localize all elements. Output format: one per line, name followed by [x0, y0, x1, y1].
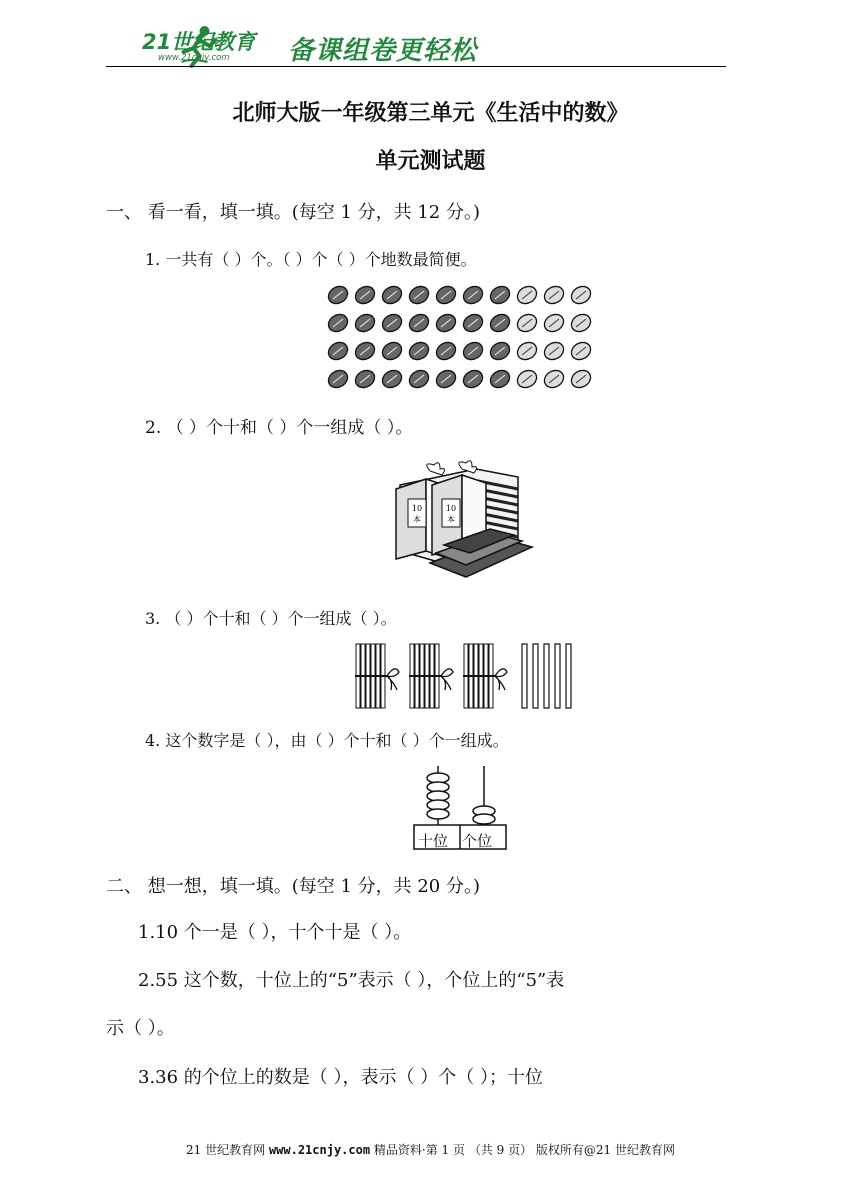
bundle-bow: [387, 669, 399, 690]
bundle-bow: [441, 669, 453, 690]
section-2-heading: 二、 想一想，填一填。(每空 1 分，共 20 分。): [106, 876, 481, 897]
question-1-1: 1. 一共有（ ）个。（ ）个（ ）个地数最简便。: [145, 250, 477, 269]
header-slogan: 备课组卷更轻松: [288, 36, 478, 66]
bundle-bow: [495, 669, 507, 690]
leaves-picture: [326, 283, 596, 396]
footer-site-name: 21 世纪教育网: [186, 1143, 266, 1157]
question-2-2-continued: 示（ ）。: [106, 1018, 175, 1039]
header-divider: [106, 66, 726, 67]
abacus-ones-label: 个位: [462, 832, 493, 850]
books-picture: [386, 455, 536, 585]
page-title: 北师大版一年级第三单元《生活中的数》: [232, 100, 629, 126]
abacus-tens-label: 十位: [418, 832, 449, 850]
question-1-3: 3. （ ）个十和（ ）个一组成（ ）。: [145, 609, 397, 628]
stick-bundles: [355, 644, 507, 708]
page-subtitle: 单元测试题: [375, 148, 486, 174]
book-label-right: 10: [445, 504, 457, 513]
book-label-left: 10: [411, 504, 423, 513]
single-stick: [566, 644, 571, 708]
section-1-heading: 一、 看一看，填一填。(每空 1 分，共 12 分。): [106, 202, 481, 223]
footer-page-info: 精品资料·第 1 页 （共 9 页） 版权所有@21 世纪教育网: [373, 1143, 675, 1157]
sticks-picture: [354, 640, 576, 712]
single-stick: [555, 644, 560, 708]
svg-text:本: 本: [413, 515, 421, 524]
single-stick: [544, 644, 549, 708]
footer-url[interactable]: www.21cnjy.com: [268, 1143, 371, 1157]
page-footer: [0, 1141, 861, 1158]
svg-text:本: 本: [447, 515, 455, 524]
single-stick: [533, 644, 538, 708]
question-2-1: 1.10 个一是（ ），十个十是（ ）。: [138, 922, 412, 943]
question-1-2: 2. （ ）个十和（ ）个一组成（ ）。: [145, 418, 413, 438]
header-url[interactable]: www.21cnjy.com: [158, 53, 230, 63]
single-stick: [522, 644, 527, 708]
leaf-grid: [326, 283, 594, 391]
question-1-4: 4. 这个数字是（ ），由（ ）个十和（ ）个一组成。: [145, 731, 509, 750]
header-brand: 21世纪教育: [142, 30, 256, 54]
question-2-3: 3.36 的个位上的数是（ ），表示（ ）个（ ）；十位: [138, 1067, 543, 1088]
question-2-2: 2.55 这个数，十位上的“5”表示（ ），个位上的“5”表: [138, 970, 565, 991]
single-sticks: [522, 644, 571, 708]
